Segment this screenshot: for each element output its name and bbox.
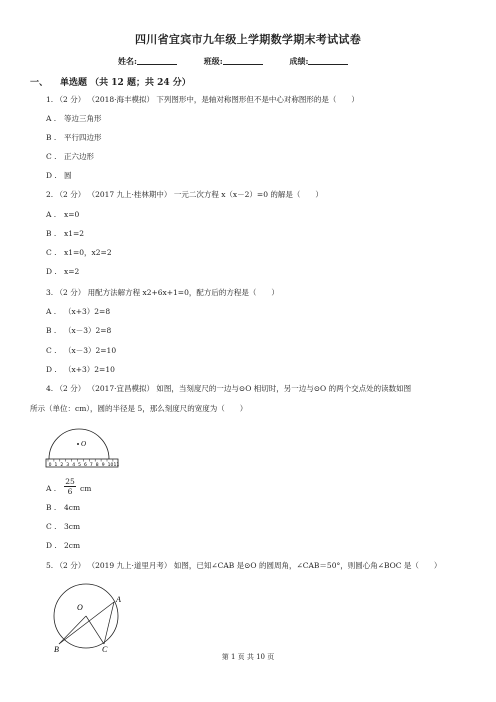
option-text: cm xyxy=(80,484,92,493)
option-label: A . xyxy=(46,210,57,219)
ruler-tick-label: 1 xyxy=(54,463,58,468)
option-label: A . xyxy=(46,114,57,123)
ruler-tick-label: 6 xyxy=(84,463,87,468)
q3-option-c xyxy=(46,346,116,356)
option-label: B . xyxy=(46,326,57,335)
option-text: 4cm xyxy=(64,503,81,512)
option-text: （x－3）2=8 xyxy=(64,326,112,335)
option-text: （x－3）2=10 xyxy=(64,346,117,355)
point-c-label: C xyxy=(102,645,108,654)
option-text: 3cm xyxy=(64,522,81,531)
segment-ob xyxy=(59,616,86,644)
q4-option-b xyxy=(46,503,80,513)
option-text: （x+3）2=8 xyxy=(64,307,111,316)
name-label: 姓名: xyxy=(118,56,137,66)
name-blank xyxy=(137,56,177,65)
ruler-tick-label: 2 xyxy=(60,463,64,468)
option-label: A . xyxy=(46,307,57,316)
fraction-denominator: 6 xyxy=(64,486,76,496)
circle-center-point xyxy=(77,443,79,445)
q2-option-b xyxy=(46,229,84,239)
ruler-tick-label: 0 xyxy=(48,463,52,468)
circle-angle-figure xyxy=(46,578,132,654)
q2-option-a xyxy=(46,210,79,220)
q2-option-d xyxy=(46,267,79,277)
option-text: x1=0，x2=2 xyxy=(64,248,112,257)
q3-option-b xyxy=(46,326,111,336)
option-label: B . xyxy=(46,503,57,512)
option-text: （x+3）2=10 xyxy=(64,365,115,374)
option-label: C . xyxy=(46,522,57,531)
q1-option-a xyxy=(46,114,102,124)
option-text: x=0 xyxy=(64,210,80,219)
section-text: 单选题 （共 12 题；共 24 分） xyxy=(60,78,191,88)
option-text: 平行四边形 xyxy=(64,133,102,142)
option-label: C . xyxy=(46,248,57,257)
page-title: 四川省宜宾市九年级上学期数学期末考试试卷 xyxy=(135,33,361,46)
ruler-tick-label: 5 xyxy=(78,463,81,468)
ruler-tick-label: 3 xyxy=(66,463,70,468)
class-label: 班级: xyxy=(203,56,223,66)
option-text: 正六边形 xyxy=(64,152,94,161)
score-label: 成绩: xyxy=(289,56,309,66)
score-blank xyxy=(308,56,348,65)
page-footer: 第 1 页 共 10 页 xyxy=(221,653,275,661)
question-5-stem: 5. （2 分） （2019 九上·道里月考） 如图，已知∠CAB 是⊙O 的圆周角，∠CAB＝50°，则圆心角∠BOC 是（ ） xyxy=(46,561,442,570)
q3-option-d xyxy=(46,365,115,375)
ruler-tick-label: 8 xyxy=(95,463,99,468)
point-b-label: B xyxy=(54,645,59,654)
q1-option-c xyxy=(46,152,94,162)
q1-option-b xyxy=(46,133,102,143)
option-label: D . xyxy=(46,267,57,276)
point-o-label: O xyxy=(77,603,83,612)
section-number: 一、 xyxy=(30,78,49,88)
ruler-tick-label: 11 xyxy=(113,463,120,468)
option-label: D . xyxy=(46,541,57,550)
segment-oc xyxy=(86,616,104,644)
option-label: C . xyxy=(46,152,57,161)
option-label: B . xyxy=(46,229,57,238)
option-label: A . xyxy=(46,484,57,493)
ruler-tick-label: 10 xyxy=(107,463,114,468)
ruler-tick-label: 9 xyxy=(101,463,105,468)
q4-option-a-fraction xyxy=(64,477,76,496)
q1-option-d xyxy=(46,171,72,181)
q4-option-d xyxy=(46,541,80,551)
option-text: x1=2 xyxy=(64,229,85,238)
option-text: 圆 xyxy=(64,171,72,180)
ruler-tick-label: 7 xyxy=(89,463,93,468)
question-2-stem: 2. （2 分） （2017 九上·桂林期中） 一元二次方程 x（x－2）=0 的解是（ ） xyxy=(46,190,323,199)
point-a-label: A xyxy=(116,595,121,604)
option-text: 等边三角形 xyxy=(64,114,102,123)
section-heading xyxy=(30,75,191,88)
ruler-tick-label: 4 xyxy=(72,463,76,468)
option-text: 2cm xyxy=(64,541,81,550)
q2-option-c xyxy=(46,248,112,258)
option-label: C . xyxy=(46,346,57,355)
option-text: x=2 xyxy=(64,267,80,276)
student-info xyxy=(118,56,372,67)
question-4-stem: 4. （2 分） （2017·宜昌模拟） 如图，当刻度尺的一边与⊙O 相切时，另一边与⊙O 的两个交点处的读数如图 xyxy=(46,384,412,393)
ruler-circle-figure xyxy=(44,424,120,472)
option-label: D . xyxy=(46,171,57,180)
fraction-numerator: 25 xyxy=(65,477,75,486)
question-3-stem: 3. （2 分） 用配方法解方程 x2+6x+1=0，配方后的方程是（ ） xyxy=(46,288,279,297)
q4-option-c xyxy=(46,522,80,532)
question-4-stem-continued: 所示（单位：cm），圆的半径是 5，那么刻度尺的宽度为（ ） xyxy=(30,404,248,413)
center-label: O xyxy=(81,440,87,448)
question-1-stem: 1. （2 分） （2018·海丰模拟） 下列图形中，是轴对称图形但不是中心对称图形的是（ ） xyxy=(46,95,359,104)
class-blank xyxy=(223,56,263,65)
option-label: D . xyxy=(46,365,57,374)
option-label: B . xyxy=(46,133,57,142)
q3-option-a xyxy=(46,307,110,317)
